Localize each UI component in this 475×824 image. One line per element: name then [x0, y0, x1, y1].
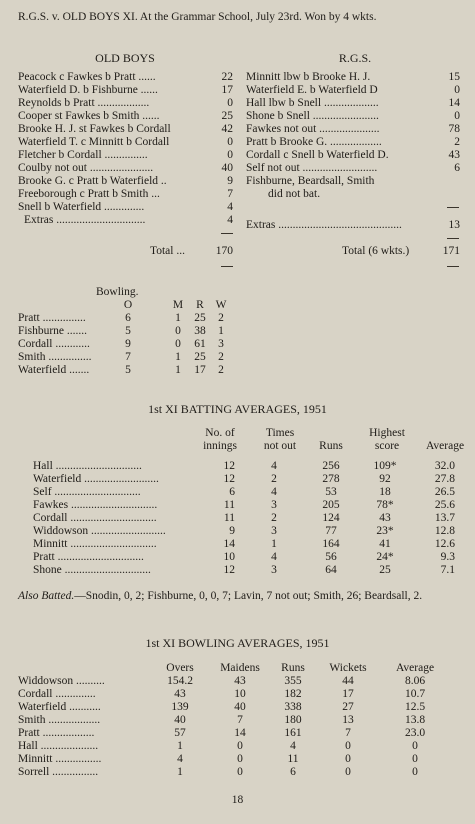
old-boys-total: 170 — [215, 245, 233, 257]
rgs-total: 171 — [442, 245, 460, 257]
average: 26.5 — [434, 486, 455, 498]
extras-runs: 13 — [448, 219, 460, 231]
highest-score: 25 — [379, 564, 391, 576]
did-not-bat-row: Fishburne, Beardsall, Smith — [246, 175, 375, 187]
batsman-runs: 0 — [227, 136, 233, 148]
batsman-row: Waterfield T. c Minnitt b Cordall — [18, 136, 170, 148]
average: 12.6 — [434, 538, 455, 550]
bowler-overs: 7 — [125, 351, 131, 363]
wickets: 13 — [342, 714, 354, 726]
batting-row: Fawkes .............................. — [33, 499, 158, 511]
innings: 14 — [223, 538, 235, 550]
maidens: 0 — [237, 766, 243, 778]
col-head: Maidens — [220, 662, 260, 674]
bowler-overs: 6 — [125, 312, 131, 324]
bowler-row: Fishburne ....... — [18, 325, 87, 337]
runs: 205 — [322, 499, 340, 511]
bowler-overs: 5 — [125, 364, 131, 376]
not-outs: 3 — [271, 564, 277, 576]
average: 25.6 — [434, 499, 455, 511]
batting-row: Widdowson .......................... — [33, 525, 166, 537]
batsman-row: Coulby not out ...................... — [18, 162, 154, 174]
bowler-runs: 38 — [194, 325, 206, 337]
bowler-runs: 61 — [194, 338, 206, 350]
col-head: Runs — [281, 662, 305, 674]
batsman-row: Waterfield E. b Waterfield D — [246, 84, 378, 96]
batsman-row: Snell b Waterfield .............. — [18, 201, 145, 213]
col-head: Runs — [319, 440, 343, 452]
bowler-maidens: 1 — [175, 351, 181, 363]
runs: 4 — [290, 740, 296, 752]
batsman-runs: 4 — [227, 201, 233, 213]
highest-score: 23* — [376, 525, 394, 537]
bowler-row: Pratt ............... — [18, 312, 86, 324]
innings: 10 — [223, 551, 235, 563]
col-head: innings — [203, 440, 237, 452]
batting-row: Self .............................. — [33, 486, 141, 498]
bowler-wickets: 2 — [218, 364, 224, 376]
col-head: Times — [265, 427, 295, 439]
batsman-row: Minnitt lbw b Brooke H. J. — [246, 71, 371, 83]
bowler-overs: 5 — [125, 325, 131, 337]
batsman-row: Fawkes not out ..................... — [246, 123, 380, 135]
innings: 6 — [229, 486, 235, 498]
innings: 9 — [229, 525, 235, 537]
average: 0 — [412, 753, 418, 765]
col-overs: O — [123, 299, 133, 311]
batsman-runs: 15 — [448, 71, 460, 83]
batsman-runs: 42 — [221, 123, 233, 135]
runs: 164 — [322, 538, 340, 550]
bowling-heading: Bowling. — [96, 286, 139, 298]
highest-score: 78* — [376, 499, 394, 511]
average: 8.06 — [404, 675, 426, 687]
total-rule — [447, 266, 459, 267]
batsman-row: Fletcher b Cordall ............... — [18, 149, 148, 161]
highest-score: 41 — [379, 538, 391, 550]
extras-row: Extras ............................... — [24, 214, 146, 226]
bowling-avg-row: Waterfield ........... — [18, 701, 101, 713]
total-rule — [221, 233, 233, 234]
bowling-avg-row: Hall .................... — [18, 740, 99, 752]
maidens: 14 — [234, 727, 246, 739]
bowler-runs: 25 — [194, 312, 206, 324]
batsman-row: Hall lbw b Snell ................... — [246, 97, 379, 109]
maidens: 0 — [237, 753, 243, 765]
batsman-runs: 40 — [221, 162, 233, 174]
batting-row: Hall .............................. — [33, 460, 142, 472]
batting-averages-title: 1st XI BATTING AVERAGES, 1951 — [148, 402, 327, 416]
runs: 11 — [287, 753, 299, 765]
not-outs: 4 — [271, 551, 277, 563]
batsman-runs: 14 — [448, 97, 460, 109]
overs: 40 — [174, 714, 186, 726]
runs: 161 — [284, 727, 302, 739]
wickets: 0 — [345, 753, 351, 765]
overs: 154.2 — [167, 675, 193, 687]
average: 7.1 — [440, 564, 455, 576]
batsman-row: Waterfield D. b Fishburne ...... — [18, 84, 158, 96]
bowling-avg-row: Sorrell ................ — [18, 766, 99, 778]
innings: 12 — [223, 473, 235, 485]
overs: 43 — [174, 688, 186, 700]
old-boys-total-label: Total ... — [150, 245, 185, 257]
not-outs: 4 — [271, 460, 277, 472]
bowling-avg-row: Smith .................. — [18, 714, 101, 726]
wickets: 0 — [345, 766, 351, 778]
batsman-runs: 78 — [448, 123, 460, 135]
col-maidens: M — [172, 299, 184, 311]
bowler-maidens: 0 — [175, 325, 181, 337]
col-head: not out — [263, 440, 297, 452]
col-head: Overs — [166, 662, 194, 674]
average: 0 — [412, 740, 418, 752]
highest-score: 24* — [376, 551, 394, 563]
batsman-runs: 0 — [454, 110, 460, 122]
col-head: Average — [395, 662, 435, 674]
col-head: Wickets — [329, 662, 367, 674]
col-wickets: W — [215, 299, 227, 311]
col-head: score — [374, 440, 400, 452]
average: 27.8 — [434, 473, 455, 485]
not-outs: 2 — [271, 473, 277, 485]
batsman-row: Brooke G. c Pratt b Waterfield .. — [18, 175, 167, 187]
page-number: 18 — [231, 794, 244, 806]
batsman-runs: 0 — [227, 149, 233, 161]
old-boys-heading: OLD BOYS — [95, 51, 155, 65]
highest-score: 92 — [379, 473, 391, 485]
runs: 180 — [284, 714, 302, 726]
runs: 64 — [325, 564, 337, 576]
batsman-runs: 6 — [454, 162, 460, 174]
not-outs: 3 — [271, 525, 277, 537]
runs: 256 — [322, 460, 340, 472]
average: 12.5 — [404, 701, 426, 713]
innings: 12 — [223, 564, 235, 576]
bowler-wickets: 2 — [218, 351, 224, 363]
batsman-runs: 43 — [448, 149, 460, 161]
runs: 124 — [322, 512, 340, 524]
batsman-row: Cordall c Snell b Waterfield D. — [246, 149, 389, 161]
batting-row: Cordall .............................. — [33, 512, 157, 524]
highest-score: 109* — [373, 460, 397, 472]
maidens: 0 — [237, 740, 243, 752]
did-not-bat-row: did not bat. — [268, 188, 321, 200]
also-batted-note — [18, 589, 463, 603]
bowler-runs: 25 — [194, 351, 206, 363]
bowling-avg-row: Cordall .............. — [18, 688, 96, 700]
bowler-maidens: 1 — [175, 312, 181, 324]
average: 13.7 — [434, 512, 455, 524]
batsman-runs: 22 — [221, 71, 233, 83]
batsman-row: Self not out .......................... — [246, 162, 378, 174]
bowler-wickets: 1 — [218, 325, 224, 337]
extras-row: Extras ........................................... — [246, 219, 402, 231]
bowler-maidens: 1 — [175, 364, 181, 376]
batting-row: Waterfield .......................... — [33, 473, 159, 485]
bowler-row: Cordall ............ — [18, 338, 90, 350]
batsman-row: Shone b Snell ....................... — [246, 110, 379, 122]
not-outs: 2 — [271, 512, 277, 524]
rgs-total-label: Total (6 wkts.) — [342, 245, 410, 257]
batting-row: Shone .............................. — [33, 564, 151, 576]
not-outs: 3 — [271, 499, 277, 511]
batsman-runs: 2 — [454, 136, 460, 148]
average: 32.0 — [434, 460, 455, 472]
col-runs: R — [196, 299, 204, 311]
also-batted-label: Also Batted. — [18, 590, 75, 602]
bowling-avg-row: Minnitt ................ — [18, 753, 102, 765]
average: 10.7 — [404, 688, 426, 700]
also-batted-text: —Snodin, 0, 2; Fishburne, 0, 0, 7; Lavin, 7 not out; Smith, 26; Beardsall, 2. — [74, 590, 423, 602]
batsman-row: Reynolds b Pratt .................. — [18, 97, 150, 109]
average: 9.3 — [440, 551, 455, 563]
average: 23.0 — [404, 727, 426, 739]
col-head: Highest — [369, 427, 405, 439]
runs: 56 — [325, 551, 337, 563]
batsman-runs: 25 — [221, 110, 233, 122]
highest-score: 43 — [379, 512, 391, 524]
match-title: R.G.S. v. OLD BOYS XI. At the Grammar School, July 23rd. Won by 4 wkts. — [18, 11, 377, 23]
average: 12.8 — [434, 525, 455, 537]
overs: 139 — [171, 701, 189, 713]
overs: 1 — [177, 766, 183, 778]
bowler-runs: 17 — [194, 364, 206, 376]
col-head: Average — [425, 440, 465, 452]
not-outs: 4 — [271, 486, 277, 498]
average: 0 — [412, 766, 418, 778]
rgs-heading: R.G.S. — [338, 51, 372, 65]
batsman-runs: 9 — [227, 175, 233, 187]
batting-row: Pratt .............................. — [33, 551, 144, 563]
innings: 11 — [223, 499, 235, 511]
runs: 278 — [322, 473, 340, 485]
highest-score: 18 — [379, 486, 391, 498]
batsman-runs: 7 — [227, 188, 233, 200]
batsman-row: Cooper st Fawkes b Smith ...... — [18, 110, 160, 122]
runs: 355 — [284, 675, 302, 687]
wickets: 27 — [342, 701, 354, 713]
bowler-maidens: 0 — [175, 338, 181, 350]
wickets: 0 — [345, 740, 351, 752]
batsman-row: Pratt b Brooke G. .................. — [246, 136, 382, 148]
batsman-row: Peacock c Fawkes b Pratt ...... — [18, 71, 156, 83]
overs: 4 — [177, 753, 183, 765]
bowler-wickets: 3 — [218, 338, 224, 350]
wickets: 7 — [345, 727, 351, 739]
maidens: 10 — [234, 688, 246, 700]
batsman-runs: 17 — [221, 84, 233, 96]
overs: 1 — [177, 740, 183, 752]
batting-row: Minnitt .............................. — [33, 538, 157, 550]
bowling-averages-title: 1st XI BOWLING AVERAGES, 1951 — [145, 636, 330, 650]
innings: 11 — [223, 512, 235, 524]
overs: 57 — [174, 727, 186, 739]
bowler-overs: 9 — [125, 338, 131, 350]
average: 13.8 — [404, 714, 426, 726]
bowler-wickets: 2 — [218, 312, 224, 324]
bowler-row: Waterfield ....... — [18, 364, 90, 376]
runs: 6 — [290, 766, 296, 778]
runs: 53 — [325, 486, 337, 498]
maidens: 43 — [234, 675, 246, 687]
total-rule — [447, 238, 459, 239]
maidens: 40 — [234, 701, 246, 713]
runs: 182 — [284, 688, 302, 700]
bowling-avg-row: Pratt .................. — [18, 727, 95, 739]
wickets: 17 — [342, 688, 354, 700]
batsman-row: Freeborough c Pratt b Smith ... — [18, 188, 160, 200]
runs: 338 — [284, 701, 302, 713]
extras-runs: 4 — [227, 214, 233, 226]
batsman-row: Brooke H. J. st Fawkes b Cordall — [18, 123, 171, 135]
batsman-runs: 0 — [454, 84, 460, 96]
total-rule — [221, 266, 233, 267]
bowling-avg-row: Widdowson .......... — [18, 675, 105, 687]
bowler-row: Smith ............... — [18, 351, 92, 363]
batsman-runs: 0 — [227, 97, 233, 109]
maidens: 7 — [237, 714, 243, 726]
wickets: 44 — [342, 675, 354, 687]
runs: 77 — [325, 525, 337, 537]
innings: 12 — [223, 460, 235, 472]
total-rule — [447, 207, 459, 208]
not-outs: 1 — [271, 538, 277, 550]
col-head: No. of — [205, 427, 235, 439]
